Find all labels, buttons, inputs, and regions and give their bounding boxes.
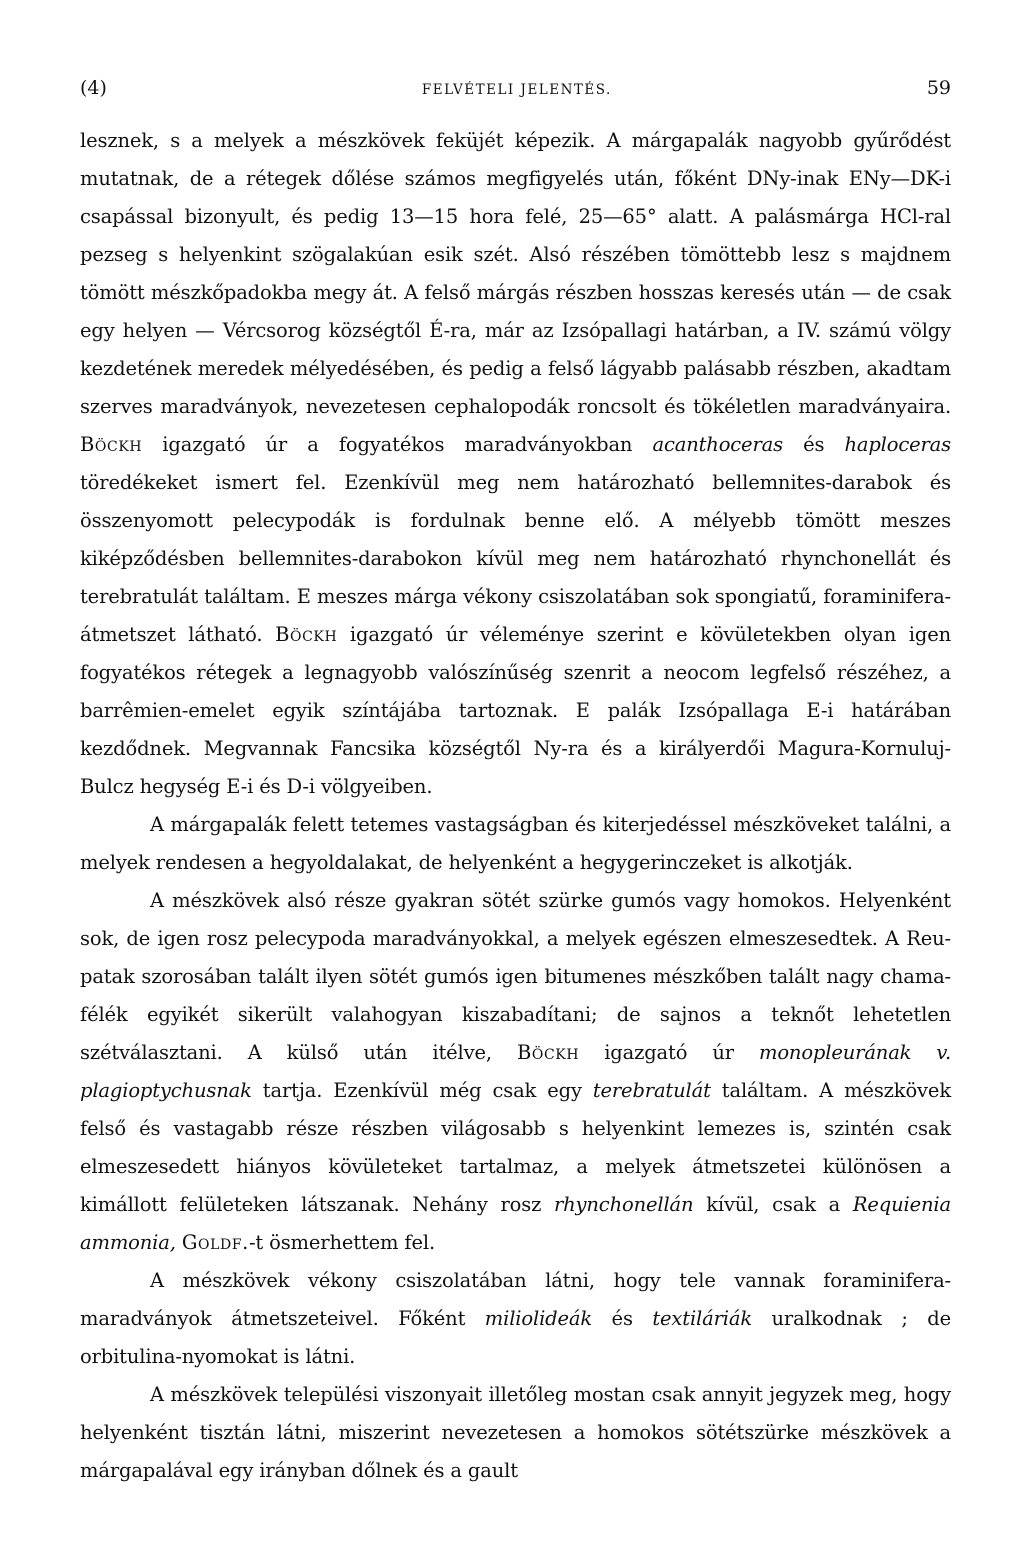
text-run: igazgató úr véleménye szerint e kövületekben olyan igen fogyatékos rétegek a legnagyobb valószínűség szenrit a neocom legfelső részéhez, a barrêmien-emelet egyik színtájába tartoznak. E palák Izsópallaga E-i határában kezdődnek. Megvannak Fancsika községtől Ny-ra és a királyerdői Magura-Kornuluj-Bulcz hegység E-i és D-i völgyeiben.	[80, 623, 951, 798]
text-run: -t ösmerhettem fel.	[248, 1231, 436, 1254]
text-run: és	[592, 1307, 653, 1330]
italic-term: textiláriák	[652, 1307, 752, 1330]
italic-term: haploceras	[844, 433, 951, 456]
italic-term: terebratulát	[592, 1079, 711, 1102]
italic-term: Requienia ammonia,	[80, 1193, 951, 1254]
text-run: A mészkövek alsó része gyakran sötét szürke gumós vagy homokos. Helyenként sok, de igen rosz pelecypoda maradványokkal, a melyek egészen elmeszesedtek. A Reu-patak szorosában talált ilyen sötét gumós igen bitumenes mészkőben talált nagy chama-félék egyikét sikerült valahogyan kiszabadítani; de sajnos a teknőt lehetetlen szétválasztani. A külső után itélve,	[80, 889, 951, 1064]
page-number: 59	[926, 77, 951, 99]
author-name: Goldf.	[181, 1231, 249, 1254]
text-run: kívül, csak a	[693, 1193, 853, 1216]
italic-term: monopleurának v. plagioptychusnak	[80, 1041, 951, 1102]
text-run: igazgató úr	[579, 1041, 759, 1064]
italic-term: miliolideák	[484, 1307, 593, 1330]
paragraph	[80, 806, 951, 882]
paragraph	[80, 882, 951, 1262]
italic-term: rhynchonellán	[553, 1193, 694, 1216]
text-run: és	[782, 433, 845, 456]
running-title: FELVÉTELI JELENTÉS.	[421, 82, 612, 98]
paragraph	[80, 1262, 951, 1376]
author-name: Böckh	[516, 1041, 580, 1064]
text-run: töredékeket ismert fel. Ezenkívül meg nem határozható bellemnites-darabok és összenyomott pelecypodák is fordulnak benne elő. A mélyebb tömött meszes kiképződésben bellemnites-darabokon kívül meg nem határozható rhynchonellát és terebratulát találtam. E meszes márga vékony csiszolatában sok spongiatű, foraminifera-átmetszet látható.	[80, 471, 951, 646]
text-run: uralkodnak ; de orbitulina-nyomokat is látni.	[80, 1307, 951, 1368]
author-name: Böckh	[80, 433, 143, 456]
paragraph	[80, 122, 951, 806]
author-name: Böckh	[275, 623, 338, 646]
text-run: A mészkövek vékony csiszolatában látni, hogy tele vannak foraminifera-maradványok átmetszeteivel. Főként	[80, 1269, 951, 1330]
text-run: tartja. Ezenkívül még csak egy	[251, 1079, 593, 1102]
text-run: A mészkövek települési viszonyait illetőleg mostan csak annyit jegyzek meg, hogy helyenként tisztán látni, miszerint nevezetesen a homokos sötétszürke mészkövek a márgapalával egy irányban dőlnek és a gault	[80, 1383, 951, 1482]
text-run: A márgapalák felett tetemes vastagságban és kiterjedéssel mészköveket találni, a melyek rendesen a hegyoldalakat, de helyenként a hegygerinczeket is alkotják.	[80, 813, 951, 874]
text-run: találtam. A mészkövek felső és vastagabb része részben világosabb s helyenkint lemezes is, szintén csak elmeszesedett hiányos kövületeket tartalmaz, a melyek átmetszetei különösen a kimállott felületeken látszanak. Nehány rosz	[80, 1079, 951, 1216]
text-run: igazgató úr a fogyatékos maradványokban	[142, 433, 653, 456]
paragraph	[80, 1376, 951, 1490]
running-header	[80, 76, 951, 102]
italic-term: acanthoceras	[652, 433, 783, 456]
section-number: (4)	[80, 77, 107, 99]
body-text	[80, 122, 951, 1490]
text-run: lesznek, s a melyek a mészkövek feküjét képezik. A márgapalák nagyobb gyűrődést mutatnak, de a rétegek dőlése számos megfigyelés után, főként DNy-inak ENy—DK-i csapással bizonyult, és pedig 13—15 hora felé, 25—65° alatt. A palásmárga HCl-ral pezseg s helyenkint szögalakúan esik szét. Alsó részében tömöttebb lesz s majdnem tömött mészkőpadokba megy át. A felső márgás részben hosszas keresés után — de csak egy helyen — Vércsorog községtől É-ra, már az Izsópallagi határban, a IV. számú völgy kezdetének meredek mélyedésében, és pedig a felső lágyabb palásabb részben, akadtam szerves maradványok, nevezetesen cephalopodák roncsolt és tökéletlen maradványaira.	[80, 129, 951, 418]
